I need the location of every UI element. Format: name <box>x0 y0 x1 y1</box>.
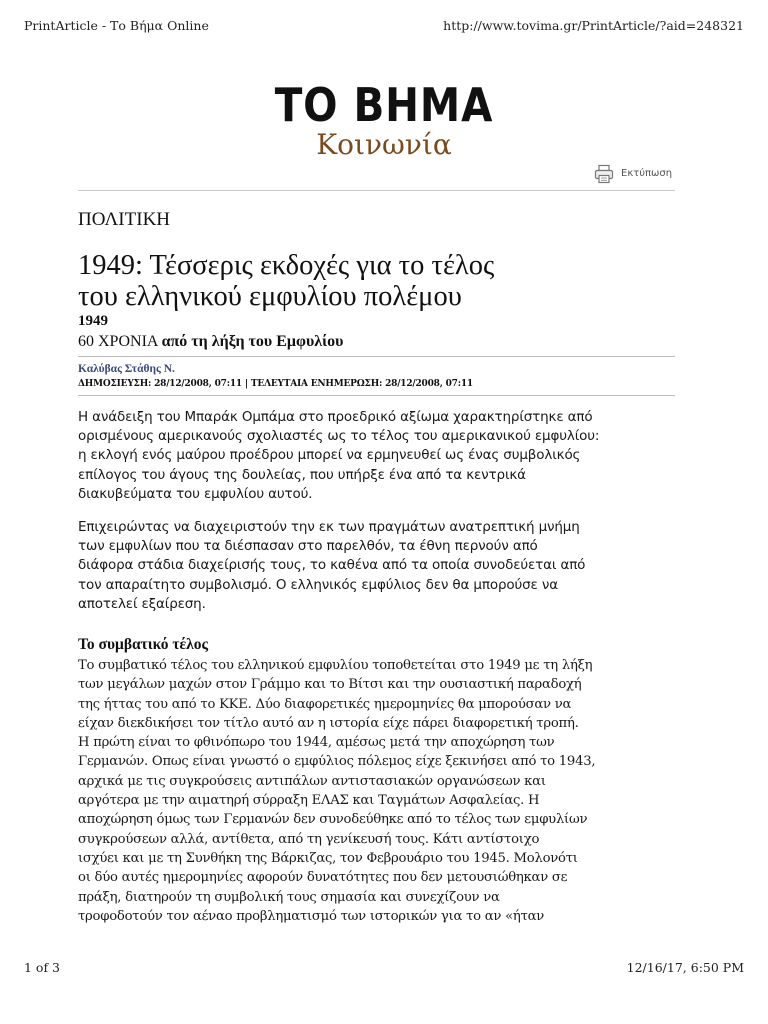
text-line: των εμφυλίων που τα διέσπασαν στο παρελθόν, τα έθνη περνούν από <box>78 538 538 555</box>
section-heading: Το συμβατικό τέλος <box>78 636 209 653</box>
text-line: ισχύει και με τη Συνθήκη της Βάρκιζας, τον Φεβρουάριο του 1945. Μολονότι <box>78 850 578 866</box>
text-line: πράξη, διατηρούν τη συμβολική τους σημασία και συνεχίζουν να <box>78 889 500 905</box>
print-timestamp: 12/16/17, 6:50 PM <box>626 960 744 975</box>
publication-date: ΔΗΜΟΣΙΕΥΣΗ: 28/12/2008, 07:11 | ΤΕΛΕΥΤΑΙΑ ΕΝΗΜΕΡΩΣΗ: 28/12/2008, 07:11 <box>78 379 473 389</box>
printer-icon <box>594 164 614 184</box>
article-category: ΠΟΛΙΤΙΚΗ <box>78 209 171 230</box>
text-line: αρχικά με τις συγκρούσεις αντιπάλων αντιστασιακών οργανώσεων και <box>78 773 546 789</box>
print-header <box>24 18 744 38</box>
subhead-normal: 60 ΧΡΟΝΙΑ <box>78 333 162 350</box>
print-page-title: PrintArticle - Το Βήμα Online <box>24 18 209 33</box>
text-line: οι δύο αυτές ημερομηνίες αφορούν δυνατότητες που δεν μετουσιώθηκαν σε <box>78 870 568 886</box>
text-line: Επιχειρώντας να διαχειριστούν την εκ των πραγμάτων ανατρεπτική μνήμη <box>78 519 580 535</box>
subhead-bold: από τη λήξη του Εμφυλίου <box>161 333 344 350</box>
text-line: συγκρούσεων αλλά, αντίθετα, από τη γενίκευσή τους. Κάτι αντίστοιχο <box>78 831 540 847</box>
text-line: Γερμανών. Οπως είναι γνωστό ο εμφύλιος πόλεμος είχε ξεκινήσει από το 1943, <box>78 754 596 770</box>
text-line: Η ανάδειξη του Μπαράκ Ομπάμα στο προεδρικό αξίωμα χαρακτηρίστηκε από <box>78 409 593 425</box>
text-line: τροφοδοτούν τον αέναο προβληματισμό των ιστορικών για το αν «ήταν <box>78 908 545 924</box>
divider <box>78 356 675 357</box>
print-url: http://www.tovima.gr/PrintArticle/?aid=248321 <box>443 18 744 33</box>
paragraph-intro <box>78 408 675 504</box>
subhead <box>78 333 343 351</box>
print-label: Εκτύπωση <box>621 168 673 179</box>
divider <box>78 190 675 191</box>
paragraph-second <box>78 518 675 614</box>
text-line: διάφορα στάδια διαχείρισής τους, το καθένα από τα οποία συνοδεύεται από <box>78 557 586 574</box>
headline-line: 1949: Τέσσερις εκδοχές για το τέλος <box>78 250 495 281</box>
text-line: αποχώρηση όμως των Γερμανών δεν συνοδεύθηκε από το τέλος των εμφυλίων <box>78 812 588 828</box>
text-line: αποτελεί εξαίρεση. <box>78 595 206 612</box>
text-line: επίλογος του άγους της δουλείας, που υπήρξε ένα από τα κεντρικά <box>78 466 526 483</box>
masthead-logo[interactable]: ΤΟ ΒΗΜΑ <box>274 78 494 132</box>
headline-line: του ελληνικού εμφυλίου πολέμου <box>78 281 462 312</box>
author-link[interactable]: Καλύβας Στάθης Ν. <box>78 363 175 375</box>
text-line: Το συμβατικό τέλος του ελληνικού εμφυλίου τοποθετείται στο 1949 με τη λήξη <box>78 658 593 673</box>
text-line: των μεγάλων μαχών στον Γράμμο και το Βίτσι και την ουσιαστική παραδοχή <box>78 677 582 693</box>
text-line: διακυβεύματα του εμφυλίου αυτού. <box>78 485 313 502</box>
article-headline <box>78 250 698 312</box>
text-line: ορισμένους αμερικανούς σχολιαστές ως το τέλος του αμερικανικού εμφυλίου: <box>78 428 600 445</box>
text-line: της ήττας του από το ΚΚΕ. Δύο διαφορετικές ημερομηνίες θα μπορούσαν να <box>78 696 572 712</box>
page-count: 1 of 3 <box>24 960 61 975</box>
paragraph-section <box>78 656 675 926</box>
divider <box>78 395 675 396</box>
text-line: η εκλογή ενός μαύρου προέδρου μπορεί να ερμηνευθεί ως ένας συμβολικός <box>78 447 581 464</box>
text-line: Η πρώτη είναι το φθινόπωρο του 1944, αμέσως μετά την αποχώρηση των <box>78 735 555 751</box>
text-line: είχαν διεκδικήσει τον τίτλο αυτό αν η ιστορία είχε πάρει διαφορετική τροπή. <box>78 715 579 731</box>
print-footer <box>24 960 744 980</box>
text-line: τον απαραίτητο συμβολισμό. Ο ελληνικός εμφύλιος δεν θα μπορούσε να <box>78 576 558 593</box>
section-name[interactable]: Κοινωνία <box>316 128 452 161</box>
text-line: αργότερα με την αιματηρή σύρραξη ΕΛΑΣ και Ταγμάτων Ασφαλείας. Η <box>78 793 540 809</box>
subhead-year: 1949 <box>78 313 108 329</box>
